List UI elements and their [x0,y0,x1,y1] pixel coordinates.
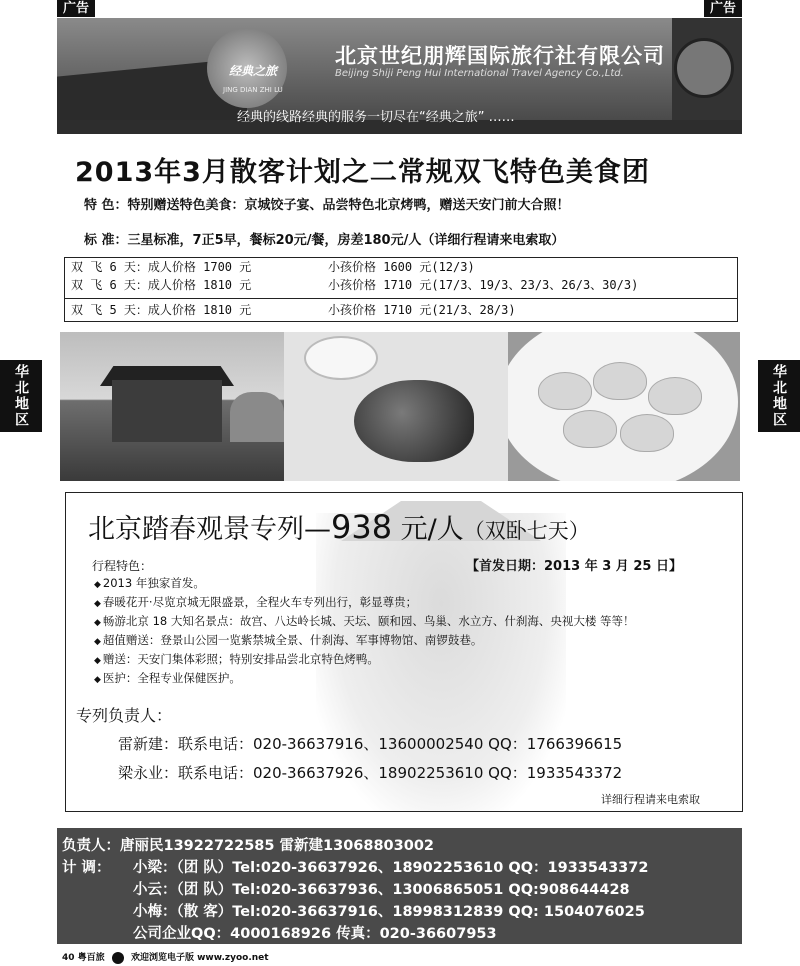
agency-banner [57,18,742,134]
region-tab-left: 华北地区 [0,360,42,432]
departure-date: 【首发日期：2013 年 3 月 25 日】 [466,559,682,574]
roast-duck-shape [354,380,474,462]
list-item: ◆ 超值赠送：登景山公园一览紫禁城全景、什刹海、军事博物馆、南锣鼓巷。 [94,632,635,651]
adult-price: 双 飞 6 天：成人价格 1810 元 [71,278,252,292]
publication-name: 粤百旅 [77,953,105,963]
page-number: 40 [62,953,75,963]
list-item: ◆ 医护：全程专业保健医护。 [94,670,635,689]
roast-duck-photo [284,332,508,481]
dumplings-photo [508,332,740,481]
site-link: 欢迎浏览电子版 www.zyoo.net [130,953,269,963]
responsible-line: 负责人：唐丽民13922722585 雷新建13068803002 [62,838,435,854]
dumpling-shape [563,410,617,448]
price-row [65,276,737,294]
promo-duration: （双卧七天） [463,519,590,543]
publication-badge-icon [112,952,124,964]
promo-title [88,507,590,546]
logo-title: 经典之旅 [229,64,278,78]
promo-price: 938 [331,508,393,546]
gate-building-shape [112,380,222,442]
list-item: ◆ 春暖花开·尽览京城无限盛景，全程火车专列出行，彰显尊贵； [94,594,635,613]
dumpling-shape [620,414,674,452]
coordinator-row: 小梁：（团 队）Tel:020-36637926、18902253610 QQ：1933543372 [133,860,649,876]
tiananmen-photo [60,332,284,481]
company-name-english: Beijing Shiji Peng Hui International Travel Agency Co.,Ltd. [335,68,624,79]
itinerary-list [94,575,635,689]
standard-line: 标 准：三星标准，7正5早，餐标20元/餐，房差180元/人（详细行程请来电索取） [84,233,565,248]
dumpling-shape [593,362,647,400]
promo-title-main: 北京踏春观景专列— [88,514,331,545]
dumpling-shape [538,372,592,410]
sauce-plate-shape [304,336,378,380]
contact-liang: 梁永业：联系电话：020-36637926、18902253610 QQ：1933543372 [118,764,623,782]
itinerary-label: 行程特色： [92,559,153,573]
price-row [65,298,737,321]
photo-strip [60,332,740,481]
contact-lei: 雷新建：联系电话：020-36637916、13600002540 QQ：1766396615 [118,735,623,753]
contact-footer [57,828,742,944]
company-contact-row: 公司企业QQ：4000168926 传真：020-36607953 [133,926,497,942]
adult-price: 双 飞 5 天：成人价格 1810 元 [71,303,252,317]
child-price: 小孩价格 1710 元(21/3、28/3) [328,303,516,317]
adult-price: 双 飞 6 天：成人价格 1700 元 [71,260,252,274]
price-table [64,257,738,322]
list-item: ◆ 赠送：天安门集体彩照；特别安排品尝北京特色烤鸭。 [94,651,635,670]
dumpling-shape [648,377,702,415]
trees-shape [230,392,284,442]
feature-line: 特 色：特别赠送特色美食：京城饺子宴、品尝特色北京烤鸭，赠送天安门前大合照！ [84,198,570,213]
banner-slogan: 经典的线路经典的服务一切尽在“经典之旅” …… [237,110,515,125]
list-item: ◆ 2013 年独家首发。 [94,575,635,594]
promo-price-unit: 元/人 [392,514,464,545]
tour-headline: 2013年3月散客计划之二常规双飞特色美食团 [75,157,650,188]
child-price: 小孩价格 1600 元(12/3) [328,260,475,274]
company-name: 北京世纪朋辉国际旅行社有限公司 [335,44,665,68]
dish-shape [508,332,738,481]
logo-pinyin: JING DIAN ZHI LU [223,86,283,94]
ad-label-right: 广告 [704,0,742,17]
list-item: ◆ 畅游北京 18 大知名景点：故宫、八达岭长城、天坛、颐和园、鸟巢、水立方、什刹海、央视大楼 等等！ [94,613,635,632]
spring-train-promo [65,492,743,812]
manager-label: 专列负责人： [76,706,173,725]
page-footer [62,950,269,964]
coordinator-row: 小梅：（散 客）Tel:020-36637916、18998312839 QQ: 1504076025 [133,904,645,920]
ad-label-left: 广告 [57,0,95,17]
detail-note: 详细行程请来电索取 [601,793,700,806]
child-price: 小孩价格 1710 元(17/3、19/3、23/3、26/3、30/3) [328,278,639,292]
price-row [65,258,737,276]
temple-of-heaven-icon [674,38,734,98]
coordinator-label: 计 调： [62,860,111,876]
coordinator-row: 小云：（团 队）Tel:020-36637936、13006865051 QQ:908644428 [133,882,630,898]
region-tab-right: 华北地区 [758,360,800,432]
